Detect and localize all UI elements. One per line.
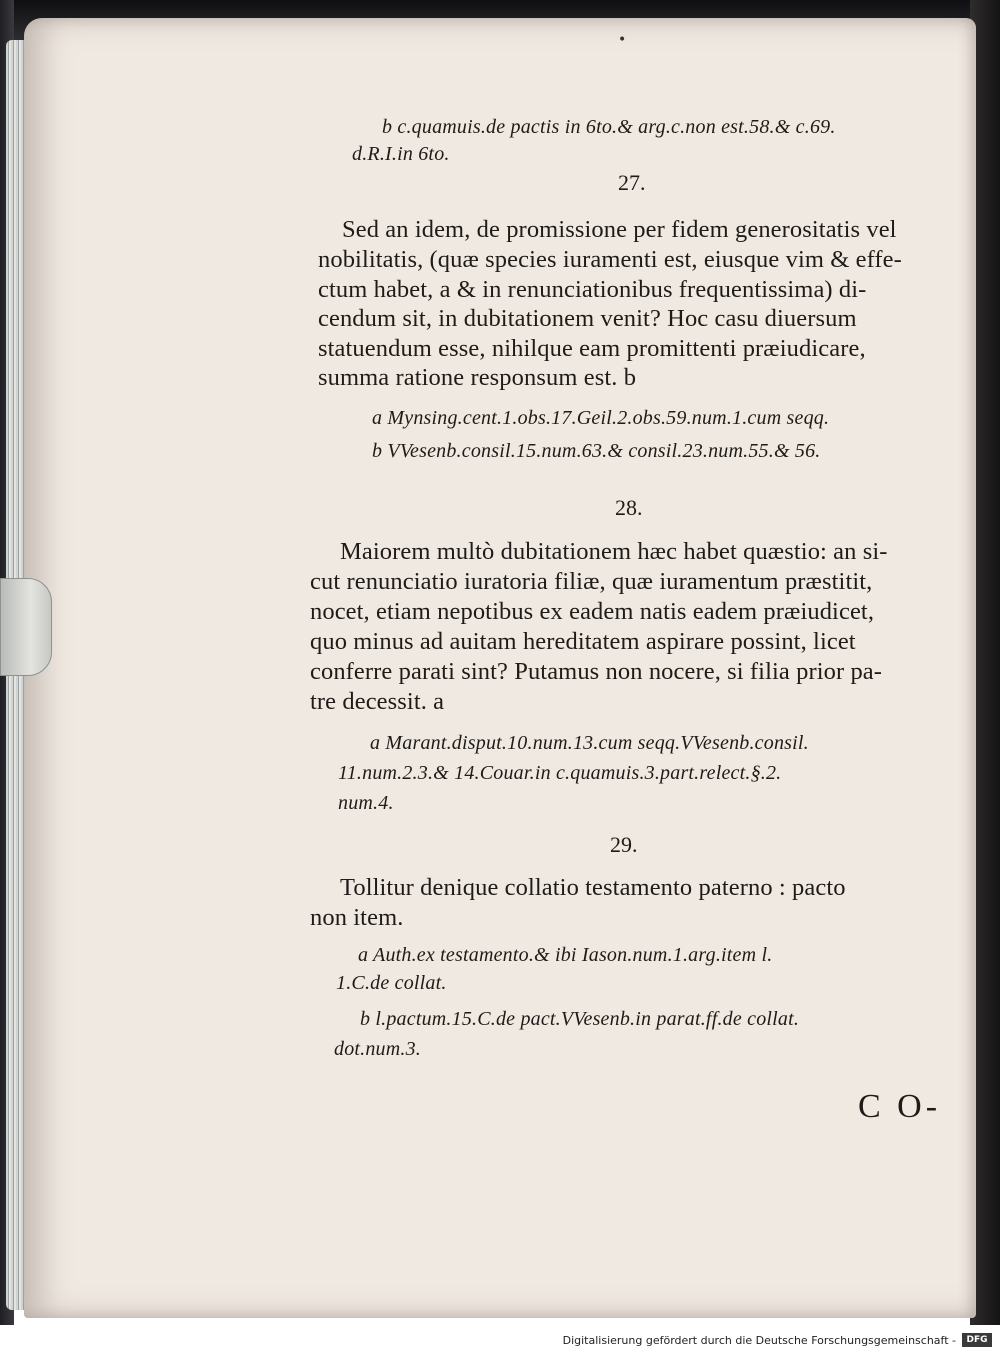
funding-credit: Digitalisierung gefördert durch die Deutsche Forschungsgemeinschaft - <box>562 1334 956 1347</box>
text-line: cendum sit, in dubitationem venit? Hoc casu diuersum <box>318 305 857 332</box>
text-line: Sed an idem, de promissione per fidem generositatis vel <box>342 216 897 243</box>
footnote-line: b l.pactum.15.C.de pact.VVesenb.in parat.ff.de collat. <box>360 1008 800 1030</box>
catchword: C O- <box>858 1088 942 1125</box>
text-line: summa ratione responsum est. b <box>318 364 637 391</box>
text-line: d.R.I.in 6to. <box>352 143 450 165</box>
page-clip <box>0 578 52 676</box>
footnote-line: 1.C.de collat. <box>336 972 447 994</box>
text-line: tre decessit. a <box>310 688 445 715</box>
section-number: 28. <box>615 495 643 520</box>
footnote-line: a Mynsing.cent.1.obs.17.Geil.2.obs.59.num.1.cum seqq. <box>372 407 830 429</box>
text-line: nobilitatis, (quæ species iuramenti est, eiusque vim & effe- <box>318 246 902 273</box>
text-line: Maiorem multò dubitationem hæc habet quæstio: an si- <box>340 538 888 565</box>
text-line: b c.quamuis.de pactis in 6to.& arg.c.non est.58.& c.69. <box>382 116 836 138</box>
text-line: Tollitur denique collatio testamento paterno : pacto <box>340 874 846 901</box>
text-line: ctum habet, a & in renunciationibus frequentissima) di- <box>318 276 867 303</box>
text-line: statuendum esse, nihilque eam promittenti præiudicare, <box>318 335 866 362</box>
footnote-line: a Auth.ex testamento.& ibi Iason.num.1.arg.item l. <box>358 944 773 966</box>
footnote-line: a Marant.disput.10.num.13.cum seqq.VVesenb.consil. <box>370 732 809 754</box>
text-line: cut renunciatio iuratoria filiæ, quæ iuramentum præstitit, <box>310 568 873 595</box>
ornament-dot: • <box>618 32 627 48</box>
section-number: 27. <box>618 170 646 195</box>
footnote-line: b VVesenb.consil.15.num.63.& consil.23.num.55.& 56. <box>372 440 821 462</box>
section-number: 29. <box>610 832 638 857</box>
text-line: quo minus ad auitam hereditatem aspirare possint, licet <box>310 628 856 655</box>
text-line: conferre parati sint? Putamus non nocere, si filia prior pa- <box>310 658 883 685</box>
footnote-line: num.4. <box>338 792 394 814</box>
footnote-line: dot.num.3. <box>334 1038 421 1060</box>
footer-bar <box>0 1325 1000 1357</box>
footnote-line: 11.num.2.3.& 14.Couar.in c.quamuis.3.part.relect.§.2. <box>338 762 782 784</box>
dfg-logo-icon: DFG <box>962 1333 992 1347</box>
text-line: non item. <box>310 904 404 931</box>
text-line: nocet, etiam nepotibus ex eadem natis eadem præiudicet, <box>310 598 875 625</box>
